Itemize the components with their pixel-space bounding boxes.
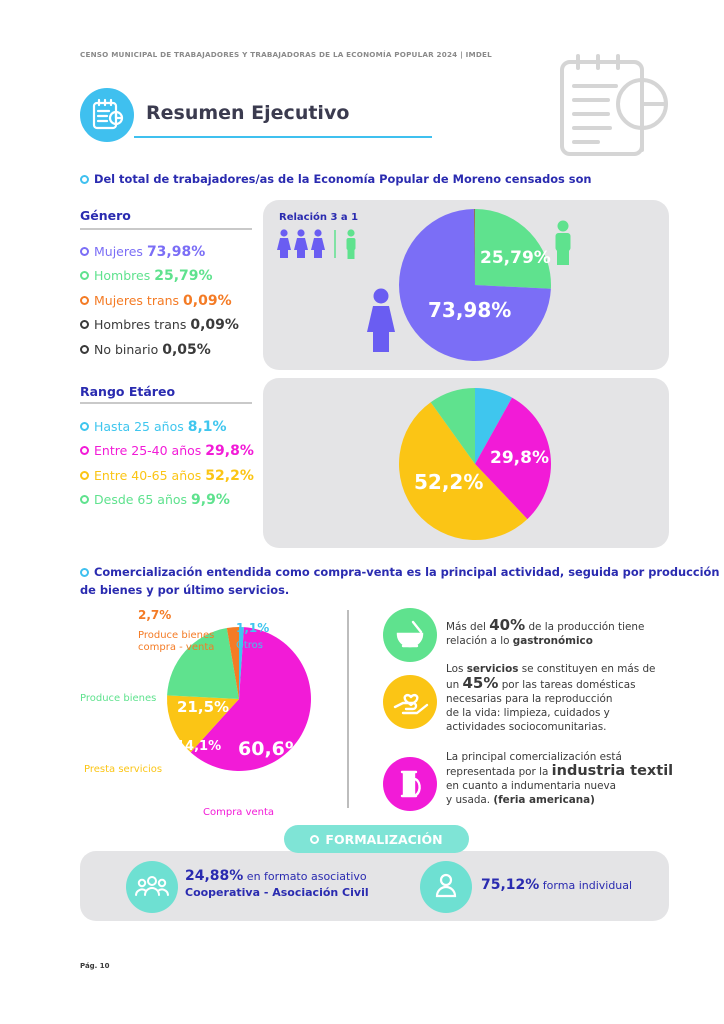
genero-title: Género [80,208,131,223]
section-heading-line1: Comercialización entendida como compra-venta es la principal actividad, seguida por producción [94,565,720,579]
page-number: Pág. 10 [80,962,110,970]
thread-spool-icon [383,757,437,811]
bullet-ring-icon [80,568,89,577]
text-pre: Más del [446,621,490,633]
legend-label: Entre 25-40 años [94,443,202,458]
legend-value: 29,8% [205,443,254,459]
text-mid: de la producción tiene [525,621,645,633]
org-name: IMDEL [465,50,492,59]
text-bold: industria textil [551,763,674,779]
bullet-ring-icon [80,446,89,455]
legend-40-65 [80,468,254,484]
man-icon [551,220,575,266]
legend-mujeres [80,244,205,260]
label-otros-pct: 1,1% [236,621,270,635]
bullet-ring-icon [80,175,89,184]
document-header [80,50,492,59]
legend-label: Hombres trans [94,317,187,332]
text-line2: un [446,679,463,691]
legend-hombres-trans [80,317,239,333]
legend-value: 52,2% [205,468,254,484]
bullet-ring-icon [80,271,89,280]
label-produce-bienes: Produce bienes [80,693,157,704]
legend-value: 73,98% [146,244,206,260]
label-compra-bienes [138,630,214,654]
person-icon [420,861,472,913]
column-divider [347,610,349,808]
pie-label-produce: 21,5% [177,698,230,716]
legend-label: No binario [94,342,159,357]
individual-text: forma individual [539,879,633,892]
bullet-ring-icon [80,422,89,431]
text-line2: relación a lo [446,635,513,647]
rango-title: Rango Etáreo [80,384,176,399]
title-underline [134,136,432,138]
text-line2: representada por la [446,766,552,778]
legend-label: Entre 40-65 años [94,468,202,483]
formalizacion-asociativo [185,868,369,901]
legend-label: Desde 65 años [94,492,188,507]
formalizacion-label: FORMALIZACIÓN [325,831,443,847]
clipboard-report-icon [558,52,670,156]
section-heading-actividad-line2: de bienes y por último servicios. [80,583,290,597]
individual-number: 75,12% [481,877,540,893]
legend-25-40 [80,443,254,459]
woman-icon [364,288,398,354]
legend-label: Mujeres trans [94,293,180,308]
text-line4: de la vida: limpieza, cuidados y [446,707,610,719]
pie-label-mujeres: 73,98% [428,298,512,322]
legend-hasta-25 [80,419,227,435]
bullet-ring-icon [80,345,89,354]
bullet-ring-icon [310,835,319,844]
asociativo-line2: Cooperativa - Asociación Civil [185,886,369,899]
label-line: Produce bienes [138,630,215,641]
label-compra-venta: Compra venta [203,807,275,818]
helping-hand-icon [383,675,437,729]
census-title: CENSO MUNICIPAL DE TRABAJADORES Y TRABAJADORAS DE LA ECONOMÍA POPULAR 2024 [80,50,458,59]
formalizacion-individual [481,877,632,894]
legend-label: Hasta 25 años [94,419,184,434]
label-compra-bienes-pct: 2,7% [138,608,172,622]
text-line3: necesarias para la reproducción [446,693,613,705]
relation-label: Relación 3 a 1 [279,212,359,223]
section-heading-total [80,172,592,186]
ratio-people-icon [277,228,367,260]
text-line2-post: por las tareas domésticas [498,679,636,691]
section-heading-actividad [80,565,719,579]
text-pre: Los [446,663,467,675]
pie-label-25-40: 29,8% [490,448,549,468]
pie-label-hombres: 25,79% [480,248,551,268]
text-bold: servicios [466,663,519,675]
formalizacion-badge [284,825,469,853]
highlight-textil [446,750,686,807]
legend-label: Hombres [94,268,151,283]
genero-rule [80,228,252,230]
text-mid: se constituyen en más de [518,663,656,675]
pie-label-servicios: 14,1% [176,739,222,754]
bullet-ring-icon [80,320,89,329]
legend-value: 0,09% [190,317,239,333]
label-presta-servicios: Presta servicios [84,764,163,775]
section-heading-text: Del total de trabajadores/as de la Economía Popular de Moreno censados son [94,172,592,186]
page-title: Resumen Ejecutivo [146,102,350,124]
text-line3: en cuanto a indumentaria nueva [446,780,617,792]
legend-value: 9,9% [191,492,230,508]
highlight-gastronomico [446,618,686,648]
text-num: 40% [489,616,526,634]
bullet-ring-icon [80,247,89,256]
text-line5: actividades sociocomunitarias. [446,721,607,733]
legend-label: Mujeres [94,244,143,259]
legend-value: 0,05% [162,342,211,358]
label-otros: Otros [236,640,264,651]
legend-mujeres-trans [80,293,232,309]
text-bold: gastronómico [512,635,593,647]
pie-label-compra: 60,6% [238,738,304,760]
bullet-ring-icon [80,495,89,504]
header-separator: | [460,50,463,59]
pie-label-40-65: 52,2% [414,470,484,494]
legend-desde-65 [80,492,230,508]
legend-no-binario [80,342,211,358]
text-num: 45% [462,674,499,692]
legend-value: 8,1% [187,419,227,435]
title-badge [80,88,134,142]
rango-rule [80,402,252,404]
label-line: compra - venta [138,642,215,653]
bullet-ring-icon [80,296,89,305]
report-icon [80,88,134,142]
asociativo-number: 24,88% [185,868,244,884]
highlight-servicios [446,662,686,734]
bullet-ring-icon [80,471,89,480]
legend-hombres [80,268,213,284]
text-line4: y usada. [446,794,494,806]
legend-value: 25,79% [154,268,213,284]
bowl-icon [383,608,437,662]
page-title-block [80,88,352,140]
text-line4-bold: (feria americana) [493,794,595,806]
genero-pie-chart [395,205,555,365]
group-icon [126,861,178,913]
legend-value: 0,09% [183,293,232,309]
text-line1: La principal comercialización está [446,751,622,763]
asociativo-text: en formato asociativo [243,870,367,883]
